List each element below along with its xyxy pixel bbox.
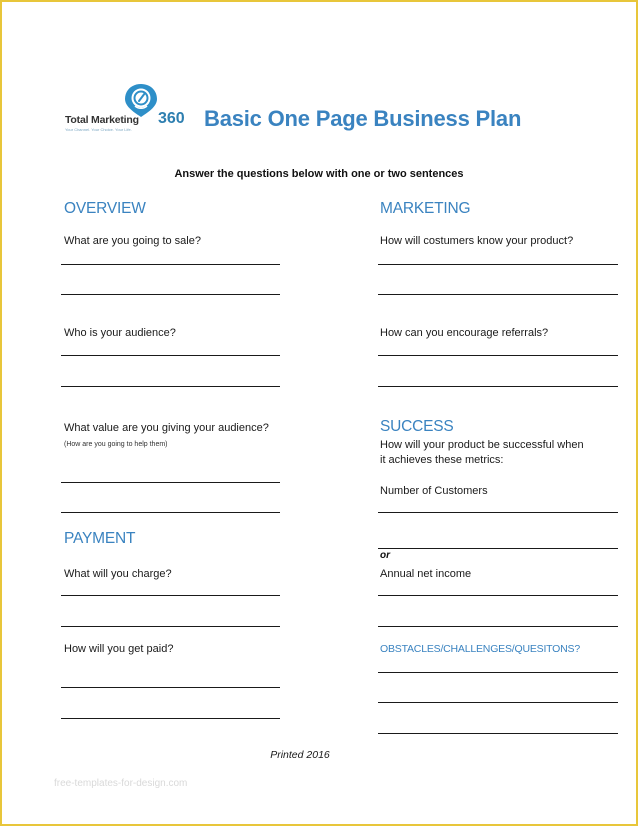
answer-line[interactable]: [61, 626, 280, 627]
logo-tagline: Your Channel. Your Choice. Your Life.: [65, 127, 132, 132]
overview-heading: OVERVIEW: [64, 200, 146, 217]
answer-line[interactable]: [378, 626, 618, 627]
success-metric-income: Annual net income: [380, 568, 472, 580]
overview-question-3-note: (How are you going to help them): [64, 441, 168, 448]
payment-question-2: How will you get paid?: [64, 643, 174, 655]
payment-question-1: What will you charge?: [64, 568, 172, 580]
answer-line[interactable]: [61, 718, 280, 719]
marketing-question-1: How will costumers know your product?: [380, 235, 574, 247]
answer-line[interactable]: [61, 687, 280, 688]
document-title: Basic One Page Business Plan: [204, 106, 522, 131]
marketing-question-2: How can you encourage referrals?: [380, 327, 549, 339]
success-or-label: or: [380, 550, 390, 561]
answer-line[interactable]: [378, 355, 618, 356]
answer-line[interactable]: [61, 482, 280, 483]
success-metric-customers: Number of Customers: [380, 485, 488, 497]
watermark: free-templates-for-design.com: [54, 778, 188, 789]
answer-line[interactable]: [61, 264, 280, 265]
answer-line[interactable]: [378, 386, 618, 387]
obstacles-heading: OBSTACLES/CHALLENGES/QUESITONS?: [380, 643, 580, 655]
instructions: Answer the questions below with one or two sentences: [174, 168, 464, 180]
success-intro-line-1: How will your product be successful when: [380, 439, 584, 451]
answer-line[interactable]: [61, 386, 280, 387]
overview-question-2: Who is your audience?: [64, 327, 176, 339]
answer-line[interactable]: [378, 294, 618, 295]
overview-question-3: What value are you giving your audience?: [64, 422, 269, 434]
answer-line[interactable]: [378, 548, 618, 549]
success-intro-line-2: it achieves these metrics:: [380, 454, 504, 466]
answer-line[interactable]: [378, 733, 618, 734]
answer-line[interactable]: [61, 595, 280, 596]
answer-line[interactable]: [378, 264, 618, 265]
answer-line[interactable]: [61, 355, 280, 356]
overview-question-1: What are you going to sale?: [64, 235, 201, 247]
success-heading: SUCCESS: [380, 418, 454, 435]
printed-footer: Printed 2016: [270, 749, 330, 761]
payment-heading: PAYMENT: [64, 530, 136, 547]
answer-line[interactable]: [378, 672, 618, 673]
answer-line[interactable]: [378, 595, 618, 596]
answer-line[interactable]: [378, 702, 618, 703]
answer-line[interactable]: [61, 294, 280, 295]
location-pin-icon: [122, 82, 160, 118]
marketing-heading: MARKETING: [380, 200, 471, 217]
answer-line[interactable]: [61, 512, 280, 513]
logo-name: Total Marketing: [65, 114, 139, 126]
answer-line[interactable]: [378, 512, 618, 513]
logo-number: 360: [158, 110, 185, 127]
company-logo: [64, 82, 189, 132]
